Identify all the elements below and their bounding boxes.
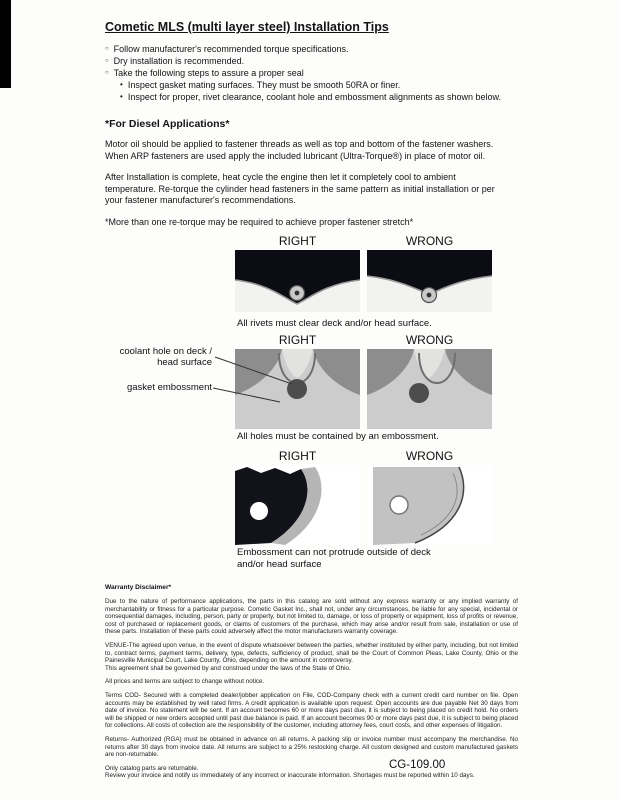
tip-text: Follow manufacturer's recommended torque specifications.: [113, 44, 349, 54]
wrong-column-header: WRONG: [405, 234, 454, 248]
dot-bullet-icon: •: [120, 92, 123, 101]
disclaimer-paragraph: Due to the nature of performance applications, the parts in this catalog are sold without any express warranty or any implied warranty of merchantability or fitness for a particular purpose. Cometic Gasket Inc., shall not, under any circumstances, be liable for any special, incidental or consequential damages, including, person, party or property, but not limited to, damage, or loss of property or equipment, loss of profits or revenue, cost of purchased or replacement goods, or claims of customers of the purchase, which may arise and/or result from sale, installation or use of these parts. Installation of these parts could adversely affect the motor manufacturers warranty coverage.: [105, 598, 518, 636]
scan-artifact-bar: [0, 0, 11, 88]
wrong-column-header: WRONG: [405, 333, 454, 347]
diesel-paragraph-1: Motor oil should be applied to fastener threads as well as top and bottom of the fastener washers. When ARP fasteners are used apply the included lubricant (Ultra-Torque®) in place of motor oil.: [105, 139, 494, 161]
page-title: Cometic MLS (multi layer steel) Installation Tips: [105, 20, 389, 34]
right-column-header: RIGHT: [278, 333, 317, 347]
tip-text: Take the following steps to assure a proper seal: [113, 68, 304, 78]
rivet-overlap-illustration: [367, 250, 492, 312]
disclaimer-paragraph: Returns- Authorized (RGA) must be obtained in advance on all returns. A packing slip or invoice number must accompany the merchandise. No returns after 30 days from invoice date. All returns are subject to a 25% restocking charge. All custom designed and custom manufactured gaskets are non-returnable.: [105, 735, 518, 759]
right-column-header: RIGHT: [278, 234, 317, 248]
retorque-note: *More than one re-torque may be required to achieve proper fastener stretch*: [105, 216, 414, 227]
warranty-disclaimer-section: [0, 576, 618, 780]
circle-bullet-icon: ○: [105, 46, 109, 52]
hole-contained-illustration: [235, 349, 360, 429]
hole-not-contained-illustration: [367, 349, 492, 429]
row1-caption: All rivets must clear deck and/or head surface.: [237, 318, 432, 329]
main-content: [0, 0, 618, 228]
embossment-protruding-diagram: [367, 465, 492, 545]
sub-tip-text: Inspect gasket mating surfaces. They must be smooth 50RA or finer.: [127, 80, 401, 90]
tip-item: [105, 67, 508, 79]
right-column-header: RIGHT: [278, 449, 317, 463]
circle-bullet-icon: ○: [105, 70, 109, 76]
diesel-paragraph-2: After Installation is complete, heat cycle the engine then let it completely cool to ambient temperature. Re-torque the cylinder head fasteners in the same pattern as initial installation or per your fastener manufacturer's recommendations.: [105, 172, 495, 205]
tip-item: [105, 55, 508, 67]
dot-bullet-icon: •: [120, 80, 123, 89]
circle-bullet-icon: ○: [105, 58, 109, 64]
sub-tip-item: [120, 79, 508, 91]
disclaimer-paragraph: Terms COD- Secured with a completed dealer/jobber application on File, COD-Company check with a current credit card number on file. Open accounts may be established by well rated firms. A credit application is available upon request. Open accounts are due payable Net 30 days from date of invoice. No statement will be sent. If an account becomes 60 or more days past due, it is subject to being placed on credit hold. No orders will be shipped or new orders accepted until past due balance is paid. If an account becomes 90 or more days past due, it is subject to being placed for collections. All costs of collection are the responsibility of the customer, including attorney fees, court costs, and other expenses of litigation.: [105, 691, 518, 730]
rivet-overlap-diagram: [367, 250, 492, 312]
coolant-hole-label: coolant hole on deck / head surface: [119, 346, 212, 368]
hole-contained-diagram: [235, 349, 360, 429]
row2-caption: All holes must be contained by an embossment.: [237, 431, 439, 442]
diesel-applications-heading: *For Diesel Applications*: [105, 118, 230, 130]
rivet-clear-illustration: [235, 250, 360, 312]
disclaimer-paragraph: This agreement shall be governed by and construed under the laws of the State of Ohio.: [105, 664, 351, 672]
warranty-disclaimer-heading: Warranty Disclaimer*: [105, 584, 172, 591]
tip-text: Dry installation is recommended.: [113, 56, 245, 66]
gasket-embossment-label: gasket embossment: [126, 382, 212, 393]
disclaimer-paragraph: All prices and terms are subject to change without notice.: [105, 678, 265, 686]
embossment-inside-illustration: [235, 465, 360, 545]
disclaimer-paragraph: Only catalog parts are returnable.: [105, 764, 199, 772]
embossment-protruding-illustration: [367, 465, 492, 545]
tips-list: [105, 43, 508, 103]
sub-tip-text: Inspect for proper, rivet clearance, coolant hole and embossment alignments as shown below.: [127, 92, 502, 102]
hole-not-contained-diagram: [367, 349, 492, 429]
rivet-clear-diagram: [235, 250, 360, 312]
tip-item: [105, 43, 508, 55]
page-code: CG-109.00: [389, 759, 446, 771]
diagram-section: [0, 234, 618, 576]
disclaimer-paragraph: VENUE-The agreed upon venue, in the event of dispute whatsoever between the parties, whether instituted by either party, including, but not limited to, contract terms, payment terms, delivery, type, defects, sufficiency of product, shall be the Court of Common Pleas, Lake County, Ohio or the Painesville Municipal Court, Lake County, Ohio, depending on the amount in controversy.: [105, 641, 518, 665]
row3-caption: Embossment can not protrude outside of deck and/or head surface: [237, 547, 431, 570]
sub-tip-item: [120, 91, 508, 103]
wrong-column-header: WRONG: [405, 449, 454, 463]
embossment-inside-diagram: [235, 465, 360, 545]
disclaimer-paragraph: Review your invoice and notify us immediately of any incorrect or inaccurate information. Shortages must be reported within 10 days.: [105, 772, 475, 780]
